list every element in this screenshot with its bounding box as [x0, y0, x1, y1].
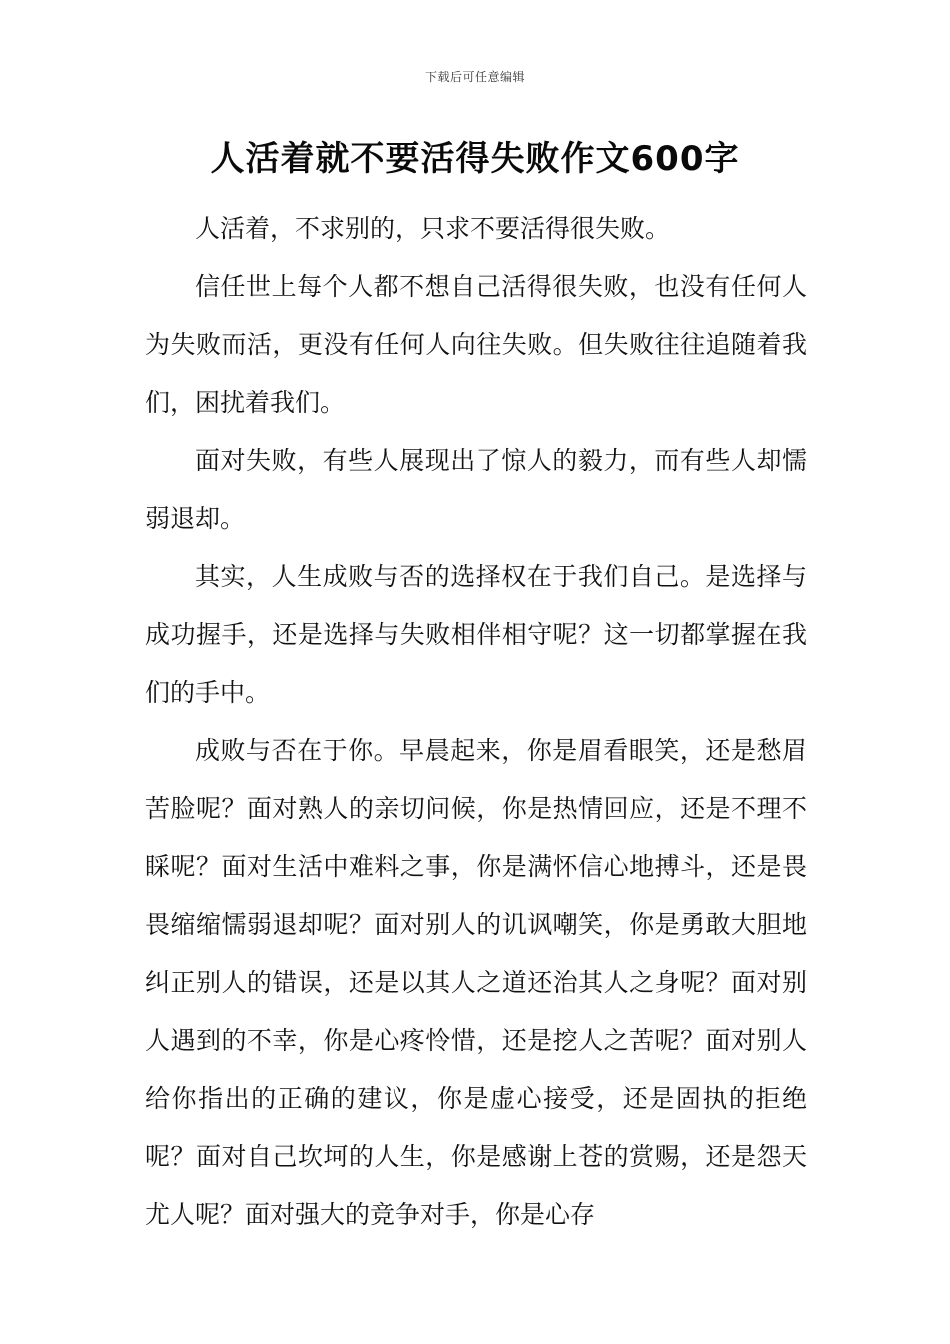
header-note: 下载后可任意编辑: [424, 70, 525, 84]
paragraph: 成败与否在于你。早晨起来，你是眉看眼笑，还是愁眉苦脸呢？面对熟人的亲切问候，你是热情回应，还是不理不睬呢？面对生活中难料之事，你是满怀信心地搏斗，还是畏畏缩缩懦弱退却呢？面对别人的讥讽嘲笑，你是勇敢大胆地纠正别人的错误，还是以其人之道还治其人之身呢？面对别人遇到的不幸，你是心疼怜惜，还是挖人之苦呢？面对别人给你指出的正确的建议，你是虚心接受，还是固执的拒绝呢？面对自己坎坷的人生，你是感谢上苍的赏赐，还是怨天尤人呢？面对强大的竞争对手，你是心存: [145, 736, 807, 1229]
paragraph: 其实，人生成败与否的选择权在于我们自己。是选择与成功握手，还是选择与失败相伴相守呢？这一切都掌握在我们的手中。: [145, 562, 807, 707]
paragraph: 信任世上每个人都不想自己活得很失败，也没有任何人为失败而活，更没有任何人向往失败。但失败往往追随着我们，困扰着我们。: [145, 272, 807, 417]
paragraph: 面对失败，有些人展现出了惊人的毅力，而有些人却懦弱退却。: [145, 446, 807, 533]
paragraph: 人活着，不求别的，只求不要活得很失败。: [195, 214, 671, 243]
document-title: 人活着就不要活得失败作文600字: [210, 139, 740, 179]
document-body: [145, 200, 807, 1244]
